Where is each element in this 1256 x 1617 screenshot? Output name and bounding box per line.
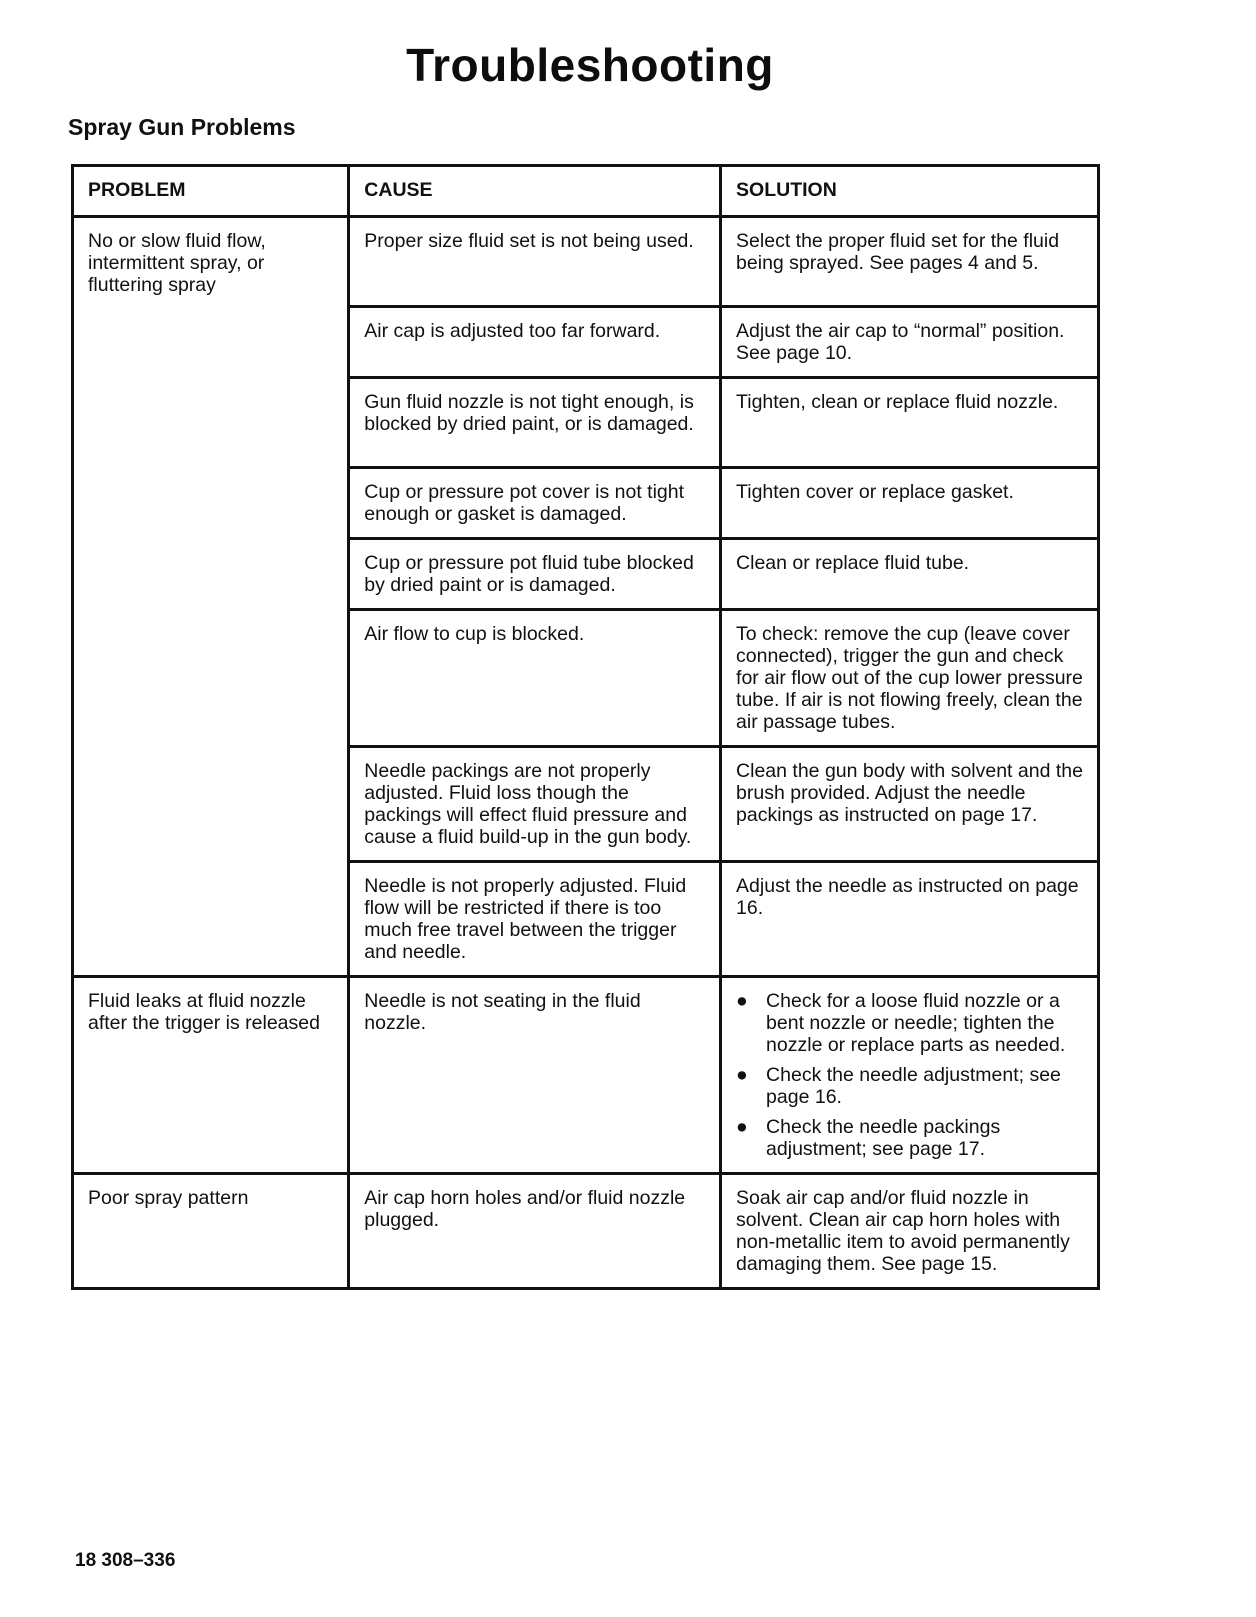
cause-cell: Proper size fluid set is not being used. [349,217,721,307]
solution-cell [721,977,1099,1174]
table-header-row [73,166,1099,217]
bullet-text: Check for a loose fluid nozzle or a bent nozzle or needle; tighten the nozzle or replace parts as needed. [766,990,1066,1056]
cause-cell: Air cap is adjusted too far forward. [349,307,721,378]
cause-cell: Cup or pressure pot cover is not tight enough or gasket is damaged. [349,468,721,539]
bullet-icon: ● [736,1064,748,1086]
solution-cell: Tighten, clean or replace fluid nozzle. [721,378,1099,468]
solution-cell: Adjust the needle as instructed on page 16. [721,862,1099,977]
cause-cell: Cup or pressure pot fluid tube blocked by dried paint or is damaged. [349,539,721,610]
list-item [736,1116,1083,1160]
solution-cell: To check: remove the cup (leave cover connected), trigger the gun and check for air flow out of the cup lower pressure tube. If air is not flowing freely, clean the air passage tubes. [721,610,1099,747]
table-row [73,1174,1099,1289]
solution-bullet-list [736,990,1083,1160]
solution-cell: Tighten cover or replace gasket. [721,468,1099,539]
solution-cell: Adjust the air cap to “normal” position. See page 10. [721,307,1099,378]
solution-cell: Clean the gun body with solvent and the brush provided. Adjust the needle packings as instructed on page 17. [721,747,1099,862]
solution-cell: Select the proper fluid set for the fluid being sprayed. See pages 4 and 5. [721,217,1099,307]
cause-cell: Needle is not properly adjusted. Fluid flow will be restricted if there is too much free travel between the trigger and needle. [349,862,721,977]
troubleshooting-table [71,164,1100,1290]
bullet-text: Check the needle packings adjustment; see page 17. [766,1116,1001,1160]
table-row [73,977,1099,1174]
page-title: Troubleshooting [406,39,774,91]
page-footer: 18 308–336 [75,1550,176,1571]
problem-cell: No or slow fluid flow, intermittent spray, or fluttering spray [73,217,349,977]
solution-cell: Soak air cap and/or fluid nozzle in solvent. Clean air cap horn holes with non-metallic item to avoid permanently damaging them. See page 15. [721,1174,1099,1289]
problem-cell: Fluid leaks at fluid nozzle after the trigger is released [73,977,349,1174]
list-item [736,1064,1083,1108]
bullet-icon: ● [736,1116,748,1138]
bullet-icon: ● [736,990,748,1012]
solution-cell: Clean or replace fluid tube. [721,539,1099,610]
cause-cell: Gun fluid nozzle is not tight enough, is blocked by dried paint, or is damaged. [349,378,721,468]
section-heading: Spray Gun Problems [68,114,296,140]
cause-cell: Needle is not seating in the fluid nozzle. [349,977,721,1174]
problem-cell: Poor spray pattern [73,1174,349,1289]
cause-cell: Air flow to cup is blocked. [349,610,721,747]
cause-cell: Needle packings are not properly adjusted. Fluid loss though the packings will effect fluid pressure and cause a fluid build-up in the gun body. [349,747,721,862]
header-problem: PROBLEM [73,166,349,217]
header-solution: SOLUTION [721,166,1099,217]
table-row [73,217,1099,307]
header-cause: CAUSE [349,166,721,217]
cause-cell: Air cap horn holes and/or fluid nozzle plugged. [349,1174,721,1289]
bullet-text: Check the needle adjustment; see page 16. [766,1064,1061,1108]
list-item [736,990,1083,1056]
